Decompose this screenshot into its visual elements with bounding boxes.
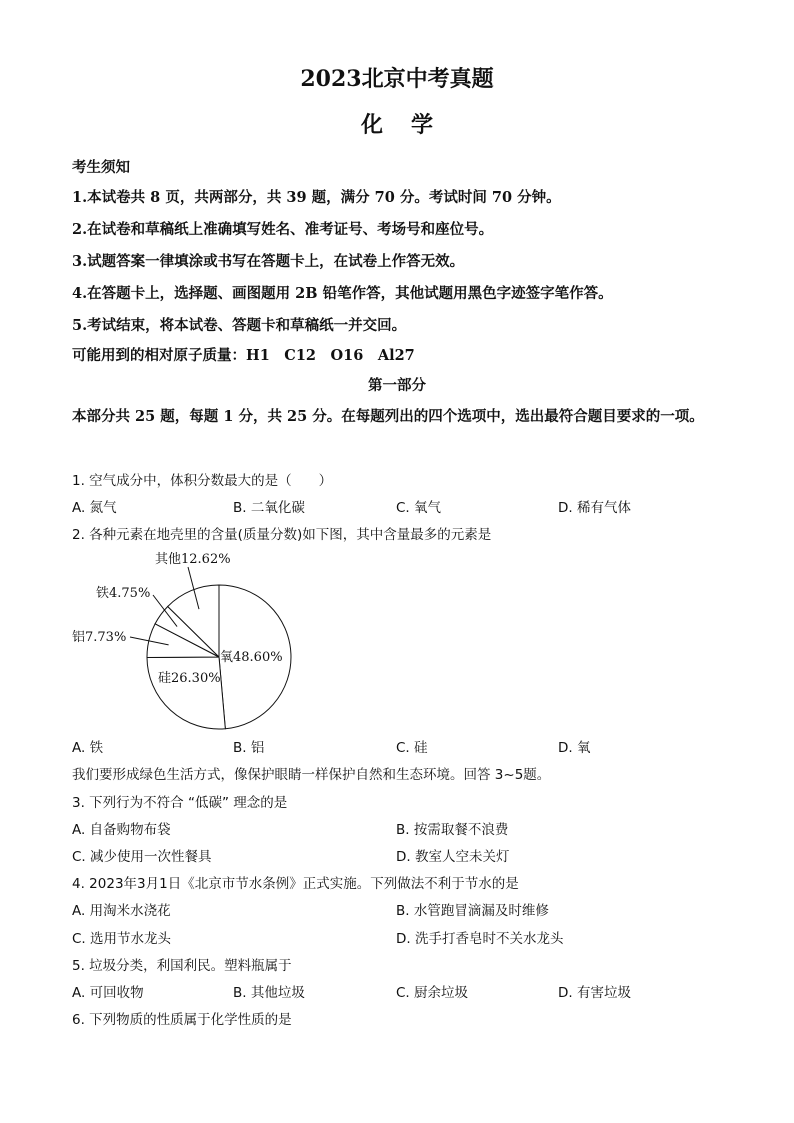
crust-element-pie-chart [60, 545, 320, 735]
q5-stem: 5. 垃圾分类，利国利民。塑料瓶属于 [72, 958, 292, 974]
q4-option-c: C. 选用节水龙头 [72, 931, 172, 947]
q3-option-b: B. 按需取餐不浪费 [396, 822, 509, 838]
q2-stem: 2. 各种元素在地壳里的含量(质量分数)如下图，其中含量最多的元素是 [72, 527, 492, 543]
q4-option-d: D. 洗手打香皂时不关水龙头 [396, 931, 564, 947]
notice-item-5: 5.考试结束，将本试卷、答题卡和草稿纸一并交回。 [72, 317, 407, 334]
subject-title: 化学 [360, 112, 461, 138]
pie-label-oxygen: 氧48.60% [220, 650, 283, 665]
q1-stem: 1. 空气成分中，体积分数最大的是（ ） [72, 473, 333, 489]
notice-heading: 考生须知 [72, 159, 130, 176]
q1-option-c: C. 氧气 [396, 500, 442, 516]
q4-option-b: B. 水管跑冒滴漏及时维修 [396, 903, 549, 919]
q5-option-b: B. 其他垃圾 [233, 985, 305, 1001]
q2-option-d: D. 氧 [558, 740, 591, 756]
notice-item-4: 4.在答题卡上，选择题、画图题用 2B 铅笔作答，其他试题用黑色字迹签字笔作答。 [72, 285, 613, 302]
notice-item-1: 1.本试卷共 8 页，共两部分，共 39 题，满分 70 分。考试时间 70 分钟。 [72, 189, 561, 206]
q1-option-b: B. 二氧化碳 [233, 500, 305, 516]
q4-stem: 4. 2023年3月1日《北京市节水条例》正式实施。下列做法不利于节水的是 [72, 876, 519, 892]
q3-option-d: D. 教室人空未关灯 [396, 849, 510, 865]
q4-option-a: A. 用淘米水浇花 [72, 903, 171, 919]
q1-option-d: D. 稀有气体 [558, 500, 631, 516]
notice-item-2: 2.在试卷和草稿纸上准确填写姓名、准考证号、考场号和座位号。 [72, 221, 494, 238]
q5-option-c: C. 厨余垃圾 [396, 985, 469, 1001]
pie-label-silicon: 硅26.30% [158, 671, 221, 686]
atomic-mass-line: 可能用到的相对原子质量：H1 C12 O16 Al27 [72, 347, 415, 364]
part1-heading: 第一部分 [368, 377, 426, 394]
pie-slice-silicon [147, 657, 225, 729]
exam-title: 2023北京中考真题 [300, 66, 494, 92]
q5-option-a: A. 可回收物 [72, 985, 144, 1001]
q2-option-c: C. 硅 [396, 740, 428, 756]
pie-label-other: 其他12.62% [155, 552, 231, 567]
q3-stem: 3. 下列行为不符合 “低碳” 理念的是 [72, 795, 288, 811]
pie-label-iron: 铁4.75% [96, 586, 151, 601]
q5-option-d: D. 有害垃圾 [558, 985, 631, 1001]
notice-item-3: 3.试题答案一律填涂或书写在答题卡上，在试卷上作答无效。 [72, 253, 465, 270]
q2-option-a: A. 铁 [72, 740, 104, 756]
q3-option-a: A. 自备购物布袋 [72, 822, 171, 838]
context-3-5: 我们要形成绿色生活方式，像保护眼睛一样保护自然和生态环境。回答 3~5题。 [72, 767, 551, 783]
part1-intro: 本部分共 25 题，每题 1 分，共 25 分。在每题列出的四个选项中，选出最符合题目要求的一项。 [72, 408, 704, 425]
q1-option-a: A. 氮气 [72, 500, 117, 516]
q2-option-b: B. 铝 [233, 740, 265, 756]
q6-stem: 6. 下列物质的性质属于化学性质的是 [72, 1012, 292, 1028]
pie-label-aluminum: 铝7.73% [72, 630, 127, 645]
q3-option-c: C. 减少使用一次性餐具 [72, 849, 212, 865]
